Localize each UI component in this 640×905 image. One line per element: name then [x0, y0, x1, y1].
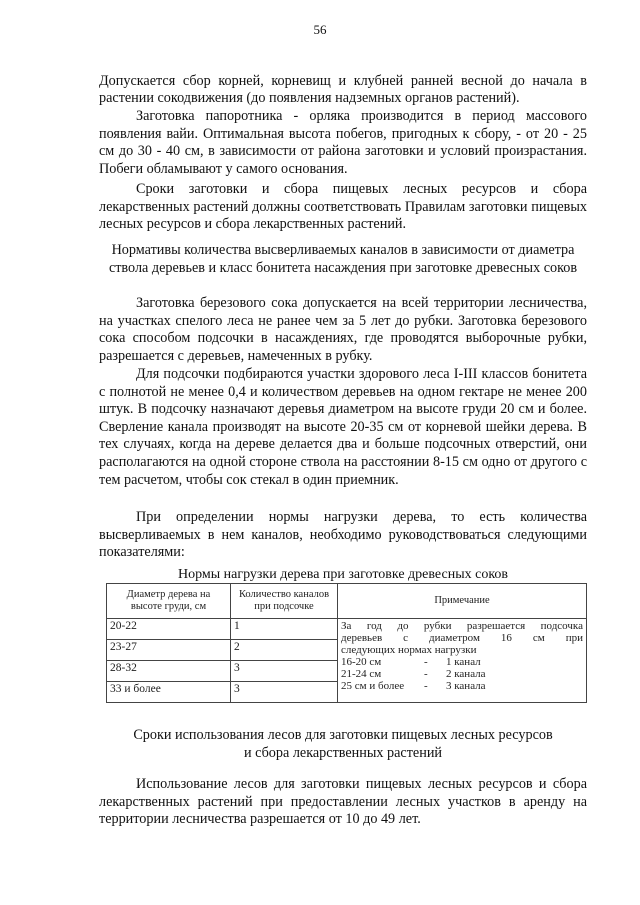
note-line: деревьев с диаметром 16 см при: [341, 632, 583, 644]
note-norm-item: [341, 680, 583, 692]
paragraph: При определении нормы нагрузки дерева, то есть количества высверливаемых в нем каналов, необходимо руководствоваться следующими показателями:: [99, 509, 587, 561]
cell-channels: 3: [231, 661, 338, 682]
header-channels: Количество каналов при подсочке: [231, 584, 338, 619]
cell-channels: 2: [231, 640, 338, 661]
norm-dash: -: [424, 680, 428, 692]
norm-range: 21-24 см: [341, 668, 382, 680]
cell-diameter: 33 и более: [107, 682, 231, 703]
note-line: следующих нормах нагрузки: [341, 644, 477, 656]
norm-range: 25 см и более: [341, 680, 405, 692]
table-header-row: [107, 584, 587, 619]
paragraph: Сроки заготовки и сбора пищевых лесных ресурсов и сбора лекарственных растений должны соответствовать Правилам заготовки пищевых лесных ресурсов и сбора лекарственных растений.: [99, 181, 587, 233]
paragraph: Использование лесов для заготовки пищевых лесных ресурсов и сбора лекарственных растений при предоставлении лесных участков в аренду на территории лесничества разрешается от 10 до 49 лет.: [99, 776, 587, 828]
norm-value: 3 канала: [446, 680, 486, 692]
note-line: За год до рубки разрешается подсочка: [341, 620, 583, 632]
norm-value: 2 канала: [446, 668, 486, 680]
paragraph: Заготовка березового сока допускается на всей территории лесничества, на участках спелого леса не ранее чем за 5 лет до рубки. Заготовка березового сока способом подсочки в насаждениях, где проводятся выборочные рубки, разрешается с деревьев, намеченных в рубку.: [99, 295, 587, 364]
note-norm-item: [341, 656, 583, 668]
paragraph-line: Допускается сбор корней, корневищ и клубней ранней весной до начала в: [99, 73, 587, 89]
section-heading-line: ствола деревьев и класс бонитета насаждения при заготовке древесных соков: [108, 260, 578, 276]
cell-channels: 3: [231, 682, 338, 703]
paragraph-line: растении сокодвижения (до появления надземных органов растений).: [99, 90, 520, 106]
norm-dash: -: [424, 668, 428, 680]
cell-note: [338, 619, 587, 703]
header-note: Примечание: [338, 584, 587, 619]
paragraph: Для подсочки подбираются участки здорового леса I-III классов бонитета с полнотой не менее 0,4 и количеством деревьев на одном гектаре не менее 200 штук. В подсочку назначают деревья диаметром на высоте груди 20 см и более. Сверление канала производят на высоте 20-35 см от корневой шейки дерева. В тех случаях, когда на дереве делается два и больше подсочных отверстий, они располагаются на одной стороне ствола на расстоянии 8-15 см одно от другого с тем расчетом, чтобы сок стекал в один приемник.: [99, 366, 587, 488]
page-number: 56: [313, 22, 327, 37]
table-row: [107, 619, 587, 640]
note-norm-item: [341, 668, 583, 680]
header-diameter: Диаметр дерева на высоте груди, см: [107, 584, 231, 619]
norm-value: 1 канал: [446, 656, 481, 668]
section-heading-line: и сбора лекарственных растений: [243, 745, 443, 761]
cell-channels: 1: [231, 619, 338, 640]
section-heading-line: Сроки использования лесов для заготовки пищевых лесных ресурсов: [133, 727, 553, 743]
norms-table: [106, 583, 587, 703]
section-heading-line: Нормативы количества высверливаемых каналов в зависимости от диаметра: [111, 242, 575, 258]
norm-dash: -: [424, 656, 428, 668]
cell-diameter: 20-22: [107, 619, 231, 640]
cell-diameter: 23-27: [107, 640, 231, 661]
paragraph: Заготовка папоротника - орляка производится в период массового появления вайи. Оптимальная высота побегов, пригодных к сбору, - от 20 - 25 см до 30 - 40 см, в зависимости от района заготовки и условий произрастания. Побеги обламывают у самого основания.: [99, 108, 587, 177]
cell-diameter: 28-32: [107, 661, 231, 682]
norm-range: 16-20 см: [341, 656, 382, 668]
table-caption: Нормы нагрузки дерева при заготовке древесных соков: [177, 567, 509, 582]
